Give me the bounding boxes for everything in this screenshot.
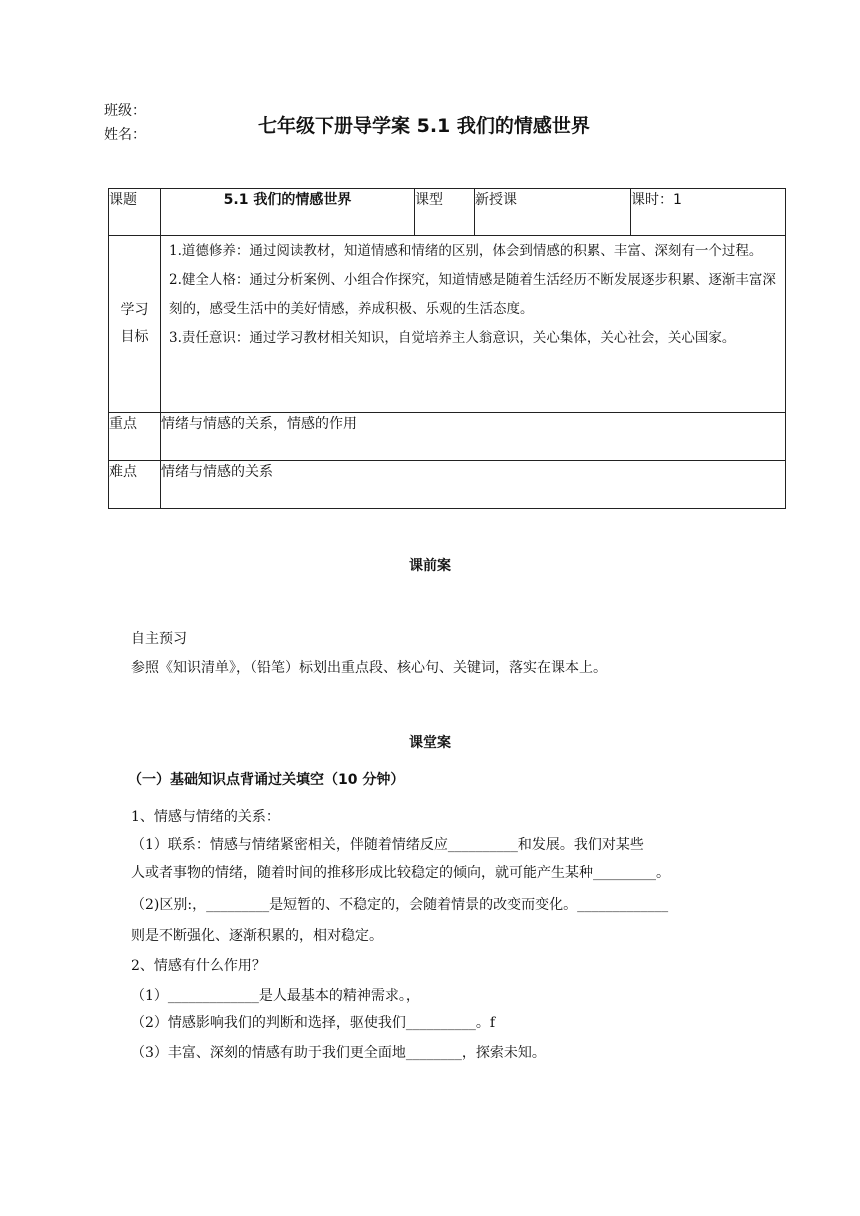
key-value: 情绪与情感的关系，情感的作用 (161, 416, 357, 432)
name-label: 姓名： (104, 127, 146, 143)
question-line: （1）_____________是人最基本的精神需求。， (131, 988, 420, 1004)
question-line: （2）情感影响我们的判断和选择，驱使我们__________。f (131, 1015, 496, 1031)
topic-value-cell (161, 189, 415, 236)
in-class-heading: 课堂案 (409, 735, 451, 751)
goals-label-cell (109, 236, 161, 413)
type-label-cell (415, 189, 475, 236)
goals-cell (161, 236, 786, 413)
question-line: （1）联系：情感与情绪紧密相关，伴随着情绪反应__________和发展。我们对某些 (131, 837, 644, 853)
type-value-cell (475, 189, 631, 236)
lesson-info-table (108, 188, 786, 509)
question-line: （2)区别:，_________是短暂的、不稳定的，会随着情景的改变而变化。_____________ (131, 897, 669, 913)
self-study-label: 自主预习 (131, 631, 187, 647)
pre-class-heading: 课前案 (409, 558, 451, 574)
class-label: 班级： (104, 103, 146, 119)
question-line: 人或者事物的情绪，随着时间的推移形成比较稳定的倾向，就可能产生某种_________。 (131, 865, 670, 881)
key-value-cell (161, 413, 786, 461)
self-study-text: 参照《知识清单》，（铅笔）标划出重点段、核心句、关键词，落实在课本上。 (131, 660, 607, 676)
page-title: 七年级下册导学案 5.1 我们的情感世界 (258, 115, 590, 137)
question-line: 1、情感与情绪的关系： (131, 809, 280, 825)
class-hours: 课时：1 (631, 192, 682, 208)
difficult-label: 难点 (109, 464, 137, 480)
goal-item: 1.道德修养：通过阅读教材，知道情感和情绪的区别，体会到情感的积累、丰富、深刻有一个过程。 (169, 243, 763, 259)
question-line: （3）丰富、深刻的情感有助于我们更全面地________，探索未知。 (131, 1045, 546, 1061)
topic-label: 课题 (109, 192, 137, 208)
difficult-value: 情绪与情感的关系 (161, 464, 273, 480)
part-title: （一）基础知识点背诵过关填空（10 分钟） (128, 772, 405, 788)
type-label: 课型 (415, 192, 443, 208)
topic-label-cell (109, 189, 161, 236)
difficult-value-cell (161, 461, 786, 509)
difficult-label-cell (109, 461, 161, 509)
goals-label: 学习目标 (120, 302, 149, 345)
topic-value: 5.1 我们的情感世界 (223, 192, 352, 208)
key-label-cell (109, 413, 161, 461)
hours-cell (631, 189, 786, 236)
goal-item: 3.责任意识：通过学习教材相关知识，自觉培养主人翁意识，关心集体，关心社会，关心国家。 (169, 330, 736, 346)
key-label: 重点 (109, 416, 137, 432)
type-value: 新授课 (475, 192, 517, 208)
question-line: 2、情感有什么作用？ (131, 958, 266, 974)
goal-item: 2.健全人格：通过分析案例、小组合作探究，知道情感是随着生活经历不断发展逐步积累、逐渐丰富深刻的，感受生活中的美好情感，养成积极、乐观的生活态度。 (169, 272, 776, 317)
question-line: 则是不断强化、逐渐积累的，相对稳定。 (131, 928, 383, 944)
